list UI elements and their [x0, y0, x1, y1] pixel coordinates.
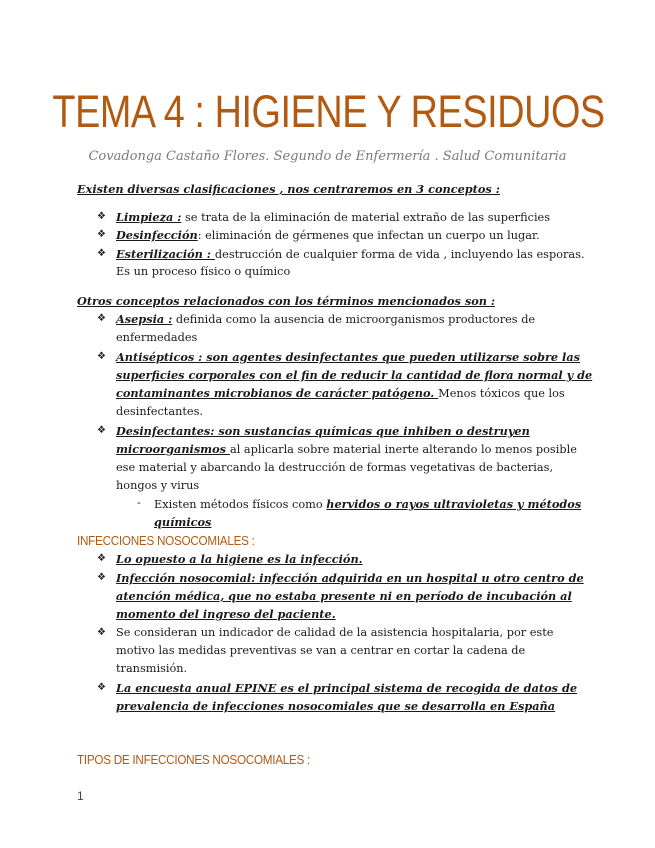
bullet-icon: ❖ [97, 248, 106, 259]
bullet-icon: ❖ [97, 425, 106, 436]
concept-term: Desinfección [116, 228, 198, 242]
concept-term: Limpieza : [116, 210, 182, 224]
dash-icon: - [137, 496, 141, 509]
metodos-text: Existen métodos físicos como [154, 498, 327, 511]
antisepticos-line4: desinfectantes. [116, 405, 203, 418]
concept-esterilizacion [116, 245, 585, 264]
bullet-icon: ❖ [97, 572, 106, 583]
antisepticos-line3 [116, 384, 565, 403]
bullet-icon: ❖ [97, 313, 106, 324]
nosocomial-item3-line3: transmisión. [116, 662, 188, 675]
concept-text: : eliminación de gérmenes que infectan un cuerpo un lugar. [197, 229, 540, 242]
asepsia-term: Asepsia : [116, 312, 173, 326]
antisepticos-line2: superficies corporales con el fin de reducir la cantidad de flora normal y de [116, 368, 593, 382]
antisepticos-rest: Menos tóxicos que los [438, 387, 565, 400]
section-tipos-infecciones: TIPOS DE INFECCIONES NOSOCOMIALES : [77, 752, 311, 767]
section-infecciones-nosocomiales: INFECCIONES NOSOCOMIALES : [77, 533, 255, 548]
metodos-line1 [154, 495, 581, 514]
nosocomial-item3-line1: Se consideran un indicador de calidad de la asistencia hospitalaria, por este [116, 626, 554, 639]
nosocomial-item2-line2: atención médica, que no estaba presente ni en período de incubación al [116, 589, 572, 603]
nosocomial-item4-line2: prevalencia de infecciones nosocomiales que se desarrolla en España [116, 699, 556, 713]
page-subtitle: Covadonga Castaño Flores. Segundo de Enfermería . Salud Comunitaria [88, 149, 567, 164]
desinfectantes-line4: hongos y virus [116, 479, 200, 492]
bullet-icon: ❖ [97, 351, 106, 362]
page-title: TEMA 4 : HIGIENE Y RESIDUOS [52, 86, 605, 137]
nosocomial-item2-line3: momento del ingreso del paciente. [116, 607, 336, 621]
nosocomial-item4-line1: La encuesta anual EPINE es el principal sistema de recogida de datos de [116, 681, 578, 695]
concept-limpieza [116, 208, 550, 227]
desinfectantes-line3: ese material y abarcando la destrucción de formas vegetativas de bacterias, [116, 461, 554, 474]
concept-text: se trata de la eliminación de material extraño de las superficies [181, 211, 551, 224]
bullet-icon: ❖ [97, 627, 106, 638]
concept-esterilizacion-cont: Es un proceso físico o químico [116, 265, 291, 278]
nosocomial-item2-line1: Infección nosocomial: infección adquirida en un hospital u otro centro de [116, 571, 584, 585]
bullet-icon: ❖ [97, 229, 106, 240]
metodos-bold: hervidos o rayos ultravioletas y métodos [326, 497, 582, 511]
bullet-icon: ❖ [97, 211, 106, 222]
antisepticos-bold: contaminantes microbianos de carácter patógeno. [116, 386, 439, 400]
concept-text: destrucción de cualquier forma de vida , incluyendo las esporas. [214, 248, 585, 261]
desinfectantes-line2 [116, 440, 577, 459]
bullet-icon: ❖ [97, 553, 106, 564]
desinfectantes-rest: al aplicarla sobre material inerte alterando lo menos posible [229, 443, 577, 456]
nosocomial-item1: Lo opuesto a la higiene es la infección. [116, 552, 363, 566]
asepsia-text: definida como la ausencia de microorganismos productores de [172, 313, 536, 326]
desinfectantes-line1: Desinfectantes: son sustancias químicas que inhiben o destruyen [116, 424, 530, 438]
asepsia-cont: enfermedades [116, 331, 198, 344]
antisepticos-line1: Antisépticos : son agentes desinfectantes que pueden utilizarse sobre las [116, 350, 581, 364]
others-heading: Otros conceptos relacionados con los términos mencionados son : [77, 294, 496, 308]
desinfectantes-bold: microorganismos [116, 442, 230, 456]
asepsia-item [116, 310, 535, 329]
page-number: 1 [77, 789, 84, 803]
nosocomial-item3-line2: motivo las medidas preventivas se van a centrar en cortar la cadena de [116, 644, 526, 657]
metodos-line2: químicos [154, 515, 212, 529]
bullet-icon: ❖ [97, 682, 106, 693]
concept-term: Esterilización : [116, 247, 215, 261]
intro-heading: Existen diversas clasificaciones , nos centraremos en 3 conceptos : [77, 182, 500, 196]
concept-desinfeccion [116, 226, 540, 245]
